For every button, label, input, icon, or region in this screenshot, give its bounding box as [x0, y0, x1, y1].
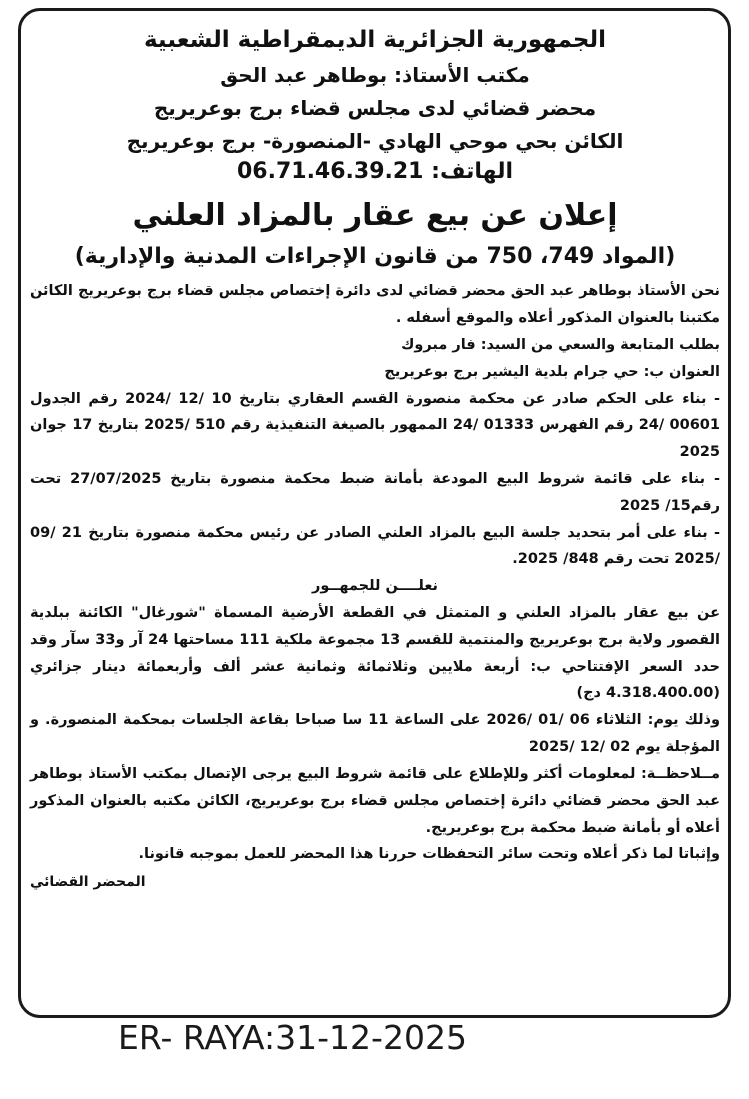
- intro-paragraph: نحن الأستاذ بوطاهر عبد الحق محضر قضائي لدى دائرة إختصاص مجلس قضاء برج بوعريريج الكائن مكتبنا بالعنوان المذكور أعلاه والموقع أسفله .: [30, 283, 720, 327]
- bailiff-signature: المحضر القضائي: [30, 874, 146, 891]
- notice-subtitle: (المواد 749، 750 من قانون الإجراءات المدنية والإدارية): [74, 243, 676, 269]
- sale-date: وذلك يوم: الثلاثاء 06 /01 /2026 على الساعة 11 سا صباحا بقاعة الجلسات بمحكمة المنصورة. و المؤجلة يوم 02 /12 /2025: [30, 712, 720, 756]
- public-announcement: نعلــــن للجمهــور: [312, 578, 438, 595]
- sale-description: عن بيع عقار بالمزاد العلني و المتمثل في القطعة الأرضية المسماة "شورغال" الكائنة ببلدية القصور ولاية برج بوعريريج والمنتمية للقسم 13 مجموعة ملكية 111 مساحتها 24 آر و33 سآر وقد حدد السعر الإفتتاحي ب: أربعة ملايين وثلاثمائة وثمانية عشر ألف وأربعمائة دينار جزائري (4.318.400.00 دج): [30, 605, 721, 702]
- publication-stamp: ER- RAYA:31-12-2025: [118, 1018, 467, 1057]
- office-address: الكائن بحي موحي الهادي -المنصورة- برج بوعريريج: [126, 128, 624, 153]
- note-paragraph: مــلاحظــة: لمعلومات أكثر وللإطلاع على قائمة شروط البيع يرجى الإتصال بمكتب الأستاذ بوطاهر عبد الحق محضر قضائي دائرة إختصاص مجلس قضاء برج بوعريريج، الكائن مكتبه بالعنوان المذكور أعلاه أو بأمانة ضبط محكمة برج بوعريريج.: [30, 765, 720, 836]
- legal-notice: [30, 26, 720, 904]
- phone-number: الهاتف: 06.71.46.39.21: [236, 158, 514, 184]
- basis-item-judgment: - بناء على الحكم صادر عن محكمة منصورة القسم العقاري بتاريخ 10 /12 /2024 رقم الجدول 00601 /24 رقم الفهرس 01333 /24 الممهور بالصيغة التنفيذية رقم 510 /2025 بتاريخ 17 جوان 2025: [30, 390, 720, 461]
- address-line: العنوان ب: حي جرام بلدية اليشير برج بوعريريج: [384, 363, 720, 380]
- basis-item-conditions: - بناء على قائمة شروط البيع المودعة بأمانة ضبط محكمة منصورة بتاريخ 27/07/2025 تحت رقم15/ 2025: [30, 470, 720, 514]
- bailiff-role: محضر قضائي لدى مجلس قضاء برج بوعريريج: [153, 95, 597, 120]
- request-line: بطلب المتابعة والسعي من السيد: فار مبروك: [401, 336, 720, 353]
- basis-item-order: - بناء على أمر بتحديد جلسة البيع بالمزاد العلني الصادر عن رئيس محكمة منصورة بتاريخ 21 /09 /2025 تحت رقم 848/ 2025.: [30, 524, 720, 568]
- closing-paragraph: وإثباتا لما ذكر أعلاه وتحت سائر التحفظات حررنا هذا المحضر للعمل بموجبه قانونا.: [138, 846, 720, 863]
- notice-title: إعلان عن بيع عقار بالمزاد العلني: [132, 198, 618, 234]
- office-heading: مكتب الأستاذ: بوطاهر عبد الحق: [220, 62, 530, 87]
- republic-heading: الجمهورية الجزائرية الديمقراطية الشعبية: [143, 27, 607, 53]
